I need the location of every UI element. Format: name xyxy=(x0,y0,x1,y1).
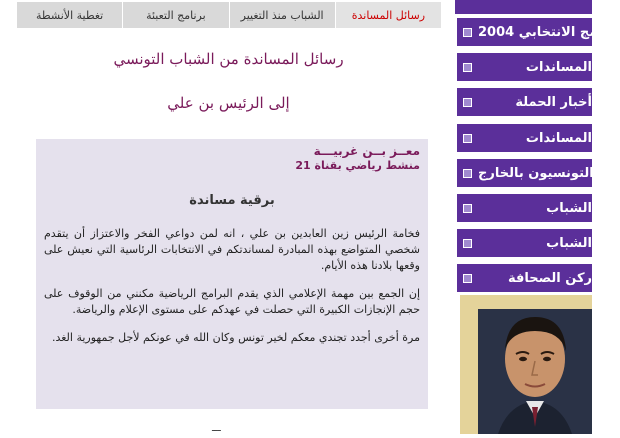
portrait-illustration xyxy=(478,309,592,434)
president-portrait xyxy=(478,309,592,434)
bullet-icon xyxy=(463,239,472,248)
sidebar-item-support-2[interactable] xyxy=(457,124,592,152)
bullet-icon xyxy=(463,28,472,37)
sidebar-item-youth-1[interactable] xyxy=(457,194,592,222)
letter-paragraph-1: فخامة الرئيس زين العابدين بن علي ، انه لمن دواعي الفخر والاعتزاز أن يتقدم شخصي المتواضع بهذه المبادرة لمساندتكم في الانتخابات الرئاسية التي نعيش على وقعها بلادنا هذه الأيام. xyxy=(44,227,420,272)
bullet-icon xyxy=(463,204,472,213)
sidebar-item-label: الشباب xyxy=(546,200,592,216)
letter-paragraph-3: مرة أخرى أجدد تجندي معكم لخير تونس وكان الله في عونكم لأجل جمهورية الغد. xyxy=(51,331,420,344)
sidebar-item-label: المساندات xyxy=(525,59,592,75)
sidebar-item-youth-2[interactable] xyxy=(457,229,592,257)
sidebar-item-tunisians-abroad[interactable] xyxy=(457,159,592,187)
page-title: رسائل المساندة من الشباب التونسي xyxy=(113,50,344,68)
sidebar-item-press-corner[interactable] xyxy=(457,264,592,292)
bullet-icon xyxy=(463,63,472,72)
bullet-icon xyxy=(463,134,472,143)
sidebar-item-label: برنامج الانتخابي 2004 xyxy=(478,24,620,40)
sidebar-item-label: أخبار الحملة xyxy=(515,94,592,110)
tab-youth-since-change[interactable]: الشباب منذ التغيير xyxy=(229,2,335,28)
sidebar-item-label: التونسيون بالخارج xyxy=(478,165,594,181)
bullet-icon xyxy=(463,98,472,107)
tab-activities-coverage[interactable]: تغطية الأنشطة xyxy=(16,2,122,28)
sidebar-item-label: ركن الصحافة xyxy=(507,270,592,286)
footer-signature: ـــ xyxy=(212,423,221,434)
letter-heading: برقية مساندة xyxy=(189,193,275,208)
support-letter xyxy=(36,139,428,409)
letter-author: معــز بــن غربيـــة xyxy=(313,144,420,158)
tab-mobilization-program[interactable]: برنامج التعبئة xyxy=(122,2,228,28)
bullet-icon xyxy=(463,169,472,178)
page-subtitle: إلى الرئيس بن علي xyxy=(167,94,290,112)
tab-support-messages[interactable]: رسائل المساندة xyxy=(335,2,441,28)
bullet-icon xyxy=(463,274,472,283)
sidebar-item-campaign-news[interactable] xyxy=(457,88,592,116)
tabs-bar xyxy=(16,2,441,28)
portrait-frame xyxy=(460,295,592,434)
sidebar-item-label: المساندات xyxy=(525,130,592,146)
sidebar-top-item[interactable] xyxy=(455,0,592,14)
sidebar-item-label: الشباب xyxy=(546,235,592,251)
sidebar-item-support-1[interactable] xyxy=(457,53,592,81)
letter-author-role: منشط رياضي بقناة 21 xyxy=(295,159,420,172)
letter-paragraph-2: إن الجمع بين مهمة الإعلامي الذي يقدم البرامج الرياضية مكنني من الوقوف على حجم الإنجازات الكبيرة التي حصلت في عهدكم على مستوى الإعلام والرياضة. xyxy=(44,287,420,316)
sidebar-item-program-2004[interactable] xyxy=(457,18,620,46)
